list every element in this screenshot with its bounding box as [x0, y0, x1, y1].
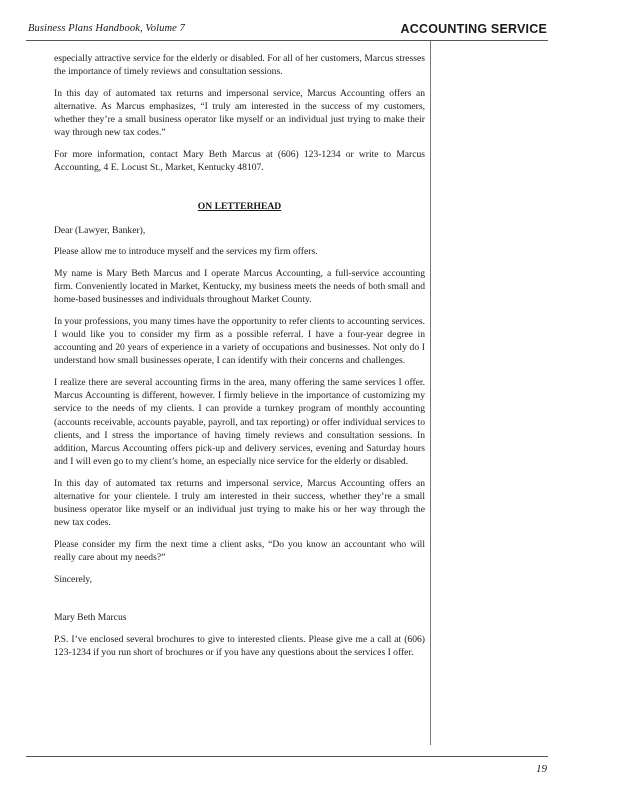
salutation: Dear (Lawyer, Banker), — [54, 224, 146, 236]
signature-name: Mary Beth Marcus — [54, 612, 127, 624]
paragraph-2: In this day of automated tax returns and impersonal service, Marcus Accounting offers an alternative. As Marcus emphasizes, “I truly am interested in the success of my customers, whether they’re a small business operator like myself or an individual just trying to make their way through new tax codes.” — [54, 87, 425, 139]
postscript: P.S. I’ve enclosed several brochures to give to interested clients. Please give me a call at (606) 123-1234 if you run short of brochures or if you have any questions about the services I offer. — [54, 634, 425, 659]
footer-rule — [26, 756, 548, 757]
section-label: ACCOUNTING SERVICE — [400, 22, 547, 36]
letter-paragraph-5: In this day of automated tax returns and impersonal service, Marcus Accounting offers an alternative for your clientele. I truly am interested in their success, whether they’re a small business operator like myself or an individual just trying to make his or her way through the new tax codes. — [54, 477, 425, 529]
closing: Sincerely, — [54, 573, 93, 585]
letter-title: ON LETTERHEAD — [197, 201, 282, 213]
signature-gap — [54, 594, 425, 611]
letter-paragraph-3: In your professions, you many times have the opportunity to refer clients to accounting services. I would like you to consider my firm as a possible referral. I have a four-year degree in accounting and 20 years of experience in a variety of occupations and businesses. Not only do I understand how small businesses operate, I can identify with their concerns and challenges. — [54, 315, 425, 367]
page-number: 19 — [536, 763, 547, 775]
paragraph-3: For more information, contact Mary Beth Marcus at (606) 123-1234 or write to Marcus Accounting, 4 E. Locust St., Market, Kentucky 48107. — [54, 149, 425, 174]
paragraph-1: especially attractive service for the elderly or disabled. For all of her customers, Marcus stresses the importance of timely reviews and consultation sessions. — [54, 53, 425, 78]
book-title: Business Plans Handbook, Volume 7 — [28, 23, 185, 34]
column-divider — [430, 41, 431, 745]
letter-paragraph-6: Please consider my firm the next time a client asks, “Do you know an accountant who will really care about my needs?” — [54, 539, 425, 564]
letter-paragraph-1: Please allow me to introduce myself and the services my firm offers. — [54, 246, 318, 258]
page-content — [54, 52, 425, 668]
header-rule — [26, 40, 548, 41]
letter-paragraph-4: I realize there are several accounting firms in the area, many offering the same services I offer. Marcus Accounting is different, however. I firmly believe in the importance of customizing my service to the needs of my clients. I can provide a turnkey program of monthly accounting (accounts receivable, accounts payable, payroll, and tax reporting) or offer individual services to clients, and I stress the importance of having timely reviews and consultation sessions. In addition, Marcus Accounting offers pick-up and delivery services, evening and Saturday hours and I will even go to my client’s home, an especially nice service for the elderly or disabled. — [54, 377, 425, 468]
letter-paragraph-2: My name is Mary Beth Marcus and I operate Marcus Accounting, a full-service accounting firm. Conveniently located in Market, Kentucky, my business meets the needs of both small and home-based businesses and individuals throughout Market County. — [54, 267, 425, 306]
